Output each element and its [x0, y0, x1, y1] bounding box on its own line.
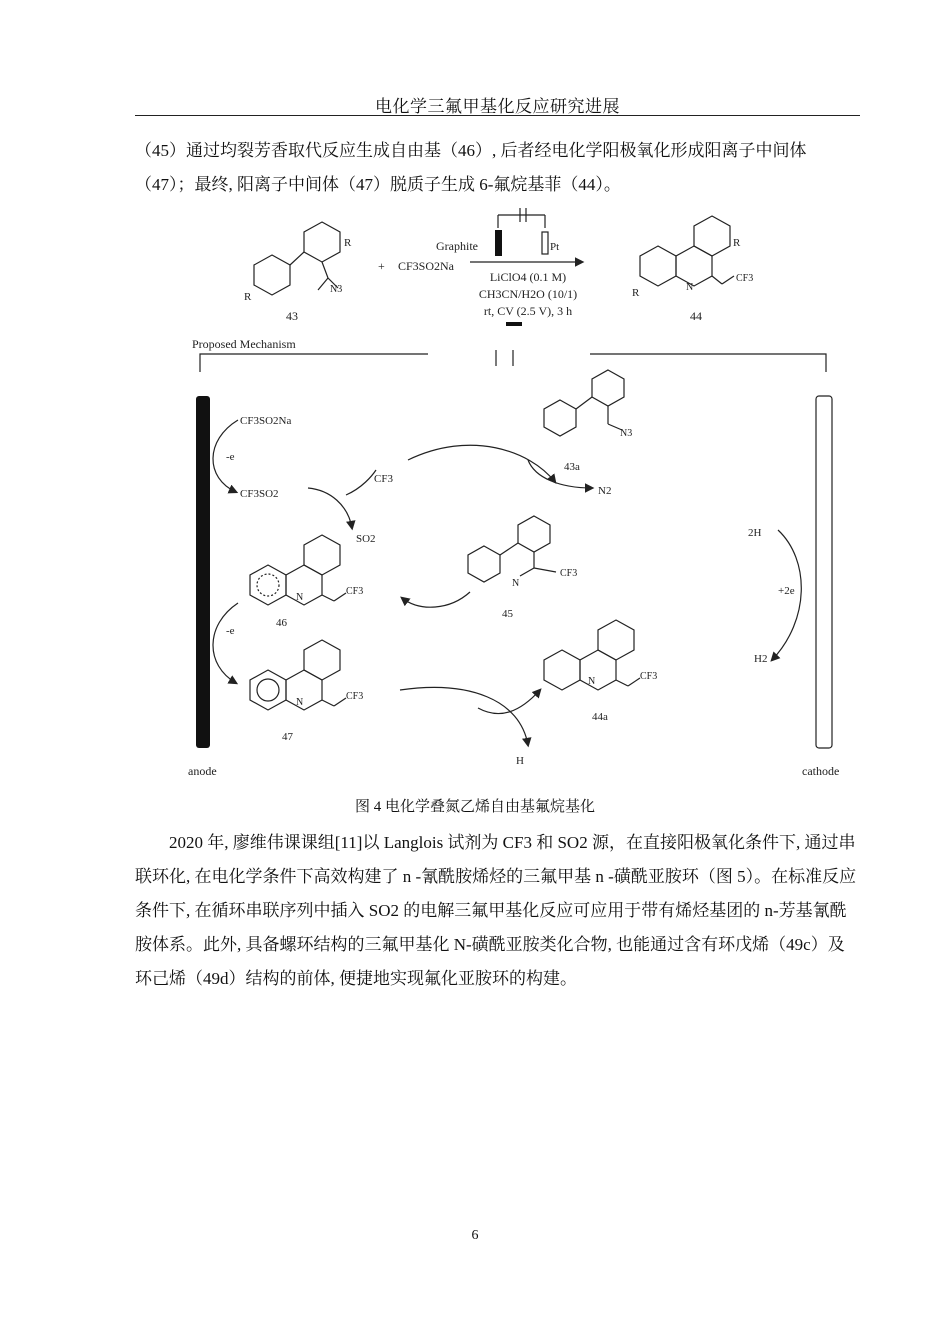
intro-text: （45）通过均裂芳香取代反应生成自由基（46）, 后者经电化学阳极氧化形成阳离子中间体（47）；最终, 阳离子中间体（47）脱质子生成 6-氟烷基菲（44）。	[135, 141, 807, 194]
cathode-label: cathode	[802, 764, 840, 778]
compound-44-structure	[640, 216, 734, 286]
body-paragraph	[135, 826, 860, 996]
scheme-text: -e	[226, 625, 235, 637]
scheme-text: R	[344, 237, 352, 249]
scheme-text: CF3	[640, 671, 658, 682]
anode-bar	[196, 396, 210, 748]
scheme-text: CF3SO2Na	[240, 415, 292, 427]
scheme-text: +2e	[778, 585, 795, 597]
compound-43-structure	[254, 222, 343, 295]
running-header: 电化学三氟甲基化反应研究进展	[375, 97, 620, 116]
scheme-text: CF3	[346, 691, 364, 702]
scheme-text: -e	[226, 451, 235, 463]
scheme-text: H	[516, 755, 524, 767]
anode-label: anode	[188, 764, 217, 778]
condition-2: CH3CN/H2O (10/1)	[478, 287, 578, 301]
scheme-text: N	[296, 592, 304, 603]
scheme-text: H2	[754, 653, 768, 665]
scheme-text: R	[244, 291, 252, 303]
figure-caption: 图 4 电化学叠氮乙烯自由基氟烷基化	[354, 799, 595, 815]
page-number: 6	[471, 1228, 479, 1243]
scheme-text: CF3	[346, 586, 364, 597]
scheme-text: N	[512, 578, 520, 589]
condition-1: LiClO4 (0.1 M)	[489, 270, 567, 284]
scheme-text: N2	[598, 485, 612, 497]
scheme-text: CF3	[374, 473, 393, 485]
scheme-text: 2H	[748, 527, 762, 539]
scheme-text: N	[296, 697, 304, 708]
mechanism-title: Proposed Mechanism	[192, 337, 296, 351]
scheme-text: N3	[620, 428, 633, 439]
electrode-right-label: Pt	[550, 241, 560, 253]
scheme-text: R	[632, 287, 640, 299]
reagent-label: CF3SO2Na	[398, 259, 455, 273]
condition-3: rt, CV (2.5 V), 3 h	[483, 304, 573, 318]
scheme-text: CF3SO2	[240, 488, 279, 500]
compound-43-label: 43	[286, 309, 298, 323]
scheme-text: CF3	[736, 273, 754, 284]
scheme-text: N	[588, 676, 596, 687]
scheme-text: 46	[276, 617, 287, 629]
scheme-text: 44a	[592, 711, 608, 723]
scheme-text: 45	[502, 608, 513, 620]
body-text: 2020 年, 廖维伟课课组[11]以 Langlois 试剂为 CF3 和 SO2 源，在直接阳极氧化条件下, 通过串联环化, 在电化学条件下高效构建了 n -氰酰胺烯烃的三氟甲基 n -磺酰亚胺环（图 5）。在标准反应条件下, 在循环串联序列中插入 SO2 的电解三氟甲基化反应可应用于带有烯烃基团的 n-芳基氰酰胺体系。此外, 具备螺环结构的三氟甲基化 N-磺酰亚胺类化合物, 也能通过含有环戊烯（49c）及环己烯（49d）结构的前体, 便捷地实现氟化亚胺环的构建。	[135, 833, 857, 988]
scheme-text: 47	[282, 731, 293, 743]
scheme-text: +	[378, 259, 385, 273]
electrode-left-label: Graphite	[436, 239, 478, 253]
compound-44-label: 44	[690, 309, 702, 323]
scheme-text: N	[686, 282, 694, 293]
scheme-text: SO2	[356, 533, 376, 545]
scheme-text: CF3	[560, 568, 578, 579]
scheme-text: 43a	[564, 461, 580, 473]
graphite-electrode-icon	[495, 230, 502, 256]
scheme-text: N3	[330, 284, 343, 295]
scheme-text: R	[733, 237, 741, 249]
